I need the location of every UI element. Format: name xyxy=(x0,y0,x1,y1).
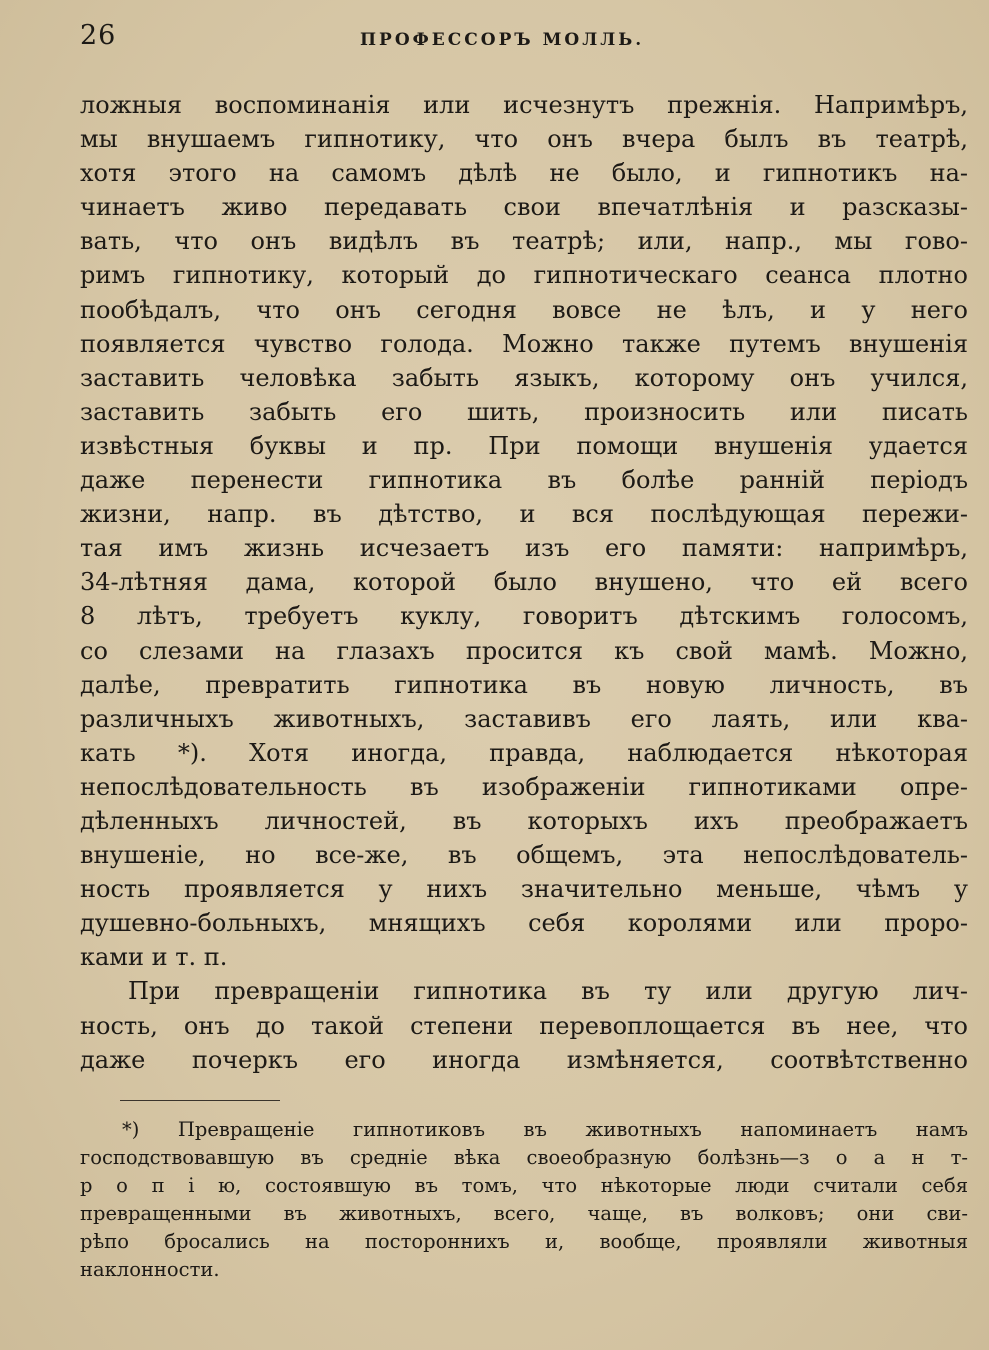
text-line: мы внушаемъ гипнотику, что онъ вчера былъ въ театрѣ, xyxy=(80,125,968,154)
page-header xyxy=(80,20,966,56)
footnote xyxy=(80,1116,968,1284)
footnote-line: наклонности. xyxy=(80,1258,220,1281)
text-line: ность проявляется у нихъ значительно меньше, чѣмъ у xyxy=(80,875,968,904)
text-line: извѣстныя буквы и пр. При помощи внушенія удается xyxy=(80,431,968,460)
text-line: 8 лѣтъ, требуетъ куклу, говоритъ дѣтскимъ голосомъ, xyxy=(80,602,968,631)
footnote-line: р о п і ю, состоявшую въ томъ, что нѣкоторые люди считали себя xyxy=(80,1174,968,1197)
text-line: со слезами на глазахъ просится къ свой мамѣ. Можно, xyxy=(80,636,968,665)
text-line: При превращеніи гипнотика въ ту или другую лич- xyxy=(128,977,968,1006)
text-line: тая имъ жизнь исчезаетъ изъ его памяти: напримѣръ, xyxy=(80,534,968,563)
text-line: дѣленныхъ личностей, въ которыхъ ихъ преображаетъ xyxy=(80,806,968,835)
text-line: появляется чувство голода. Можно также путемъ внушенія xyxy=(80,329,968,358)
text-line: пообѣдалъ, что онъ сегодня вовсе не ѣлъ, и у него xyxy=(80,295,968,324)
text-line: различныхъ животныхъ, заставивъ его лаять, или ква- xyxy=(80,704,968,733)
text-line: ками и т. п. xyxy=(80,943,228,972)
text-line: заставить человѣка забыть языкъ, которому онъ учился, xyxy=(80,363,968,392)
text-line: даже перенести гипнотика въ болѣе ранній періодъ xyxy=(80,466,968,495)
text-line: 34-лѣтняя дама, которой было внушено, что ей всего xyxy=(80,568,968,597)
footnote-line: превращенными въ животныхъ, всего, чаще, въ волковъ; они сви- xyxy=(80,1202,968,1225)
footnote-line: господствовавшую въ средніе вѣка своеобразную болѣзнь—з о а н т- xyxy=(80,1146,968,1169)
main-text xyxy=(80,88,968,1077)
text-line: далѣе, превратить гипнотика въ новую личность, въ xyxy=(80,670,968,699)
text-line: непослѣдовательность въ изображеніи гипнотиками опре- xyxy=(80,772,968,801)
text-line: внушеніе, но все-же, въ общемъ, эта непослѣдователь- xyxy=(80,841,968,870)
text-line: ложныя воспоминанія или исчезнутъ прежнія. Напримѣръ, xyxy=(80,91,968,119)
footnote-divider xyxy=(120,1100,280,1101)
running-title: ПРОФЕССОРЪ МОЛЛЬ. xyxy=(360,30,645,50)
text-line: заставить забыть его шить, произносить или писать xyxy=(80,397,968,426)
text-line: вать, что онъ видѣлъ въ театрѣ; или, напр., мы гово- xyxy=(80,227,968,256)
text-line: жизни, напр. въ дѣтство, и вся послѣдующая пережи- xyxy=(80,500,968,529)
text-line: даже почеркъ его иногда измѣняется, соотвѣтственно xyxy=(80,1045,968,1074)
text-line: римъ гипнотику, который до гипнотическаго сеанса плотно xyxy=(80,261,968,290)
page-number: 26 xyxy=(80,20,117,51)
text-line: душевно-больныхъ, мнящихъ себя королями или проро- xyxy=(80,909,968,938)
text-line: чинаетъ живо передавать свои впечатлѣнія и разсказы- xyxy=(80,193,968,222)
footnote-line: *) Превращеніе гипнотиковъ въ животныхъ напоминаетъ намъ xyxy=(122,1118,968,1141)
text-line: хотя этого на самомъ дѣлѣ не было, и гипнотикъ на- xyxy=(80,159,968,188)
text-line: кать *). Хотя иногда, правда, наблюдается нѣкоторая xyxy=(80,738,968,767)
text-line: ность, онъ до такой степени перевоплощается въ нее, что xyxy=(80,1011,968,1040)
footnote-line: рѣпо бросались на постороннихъ и, вообще, проявляли животныя xyxy=(80,1230,968,1253)
